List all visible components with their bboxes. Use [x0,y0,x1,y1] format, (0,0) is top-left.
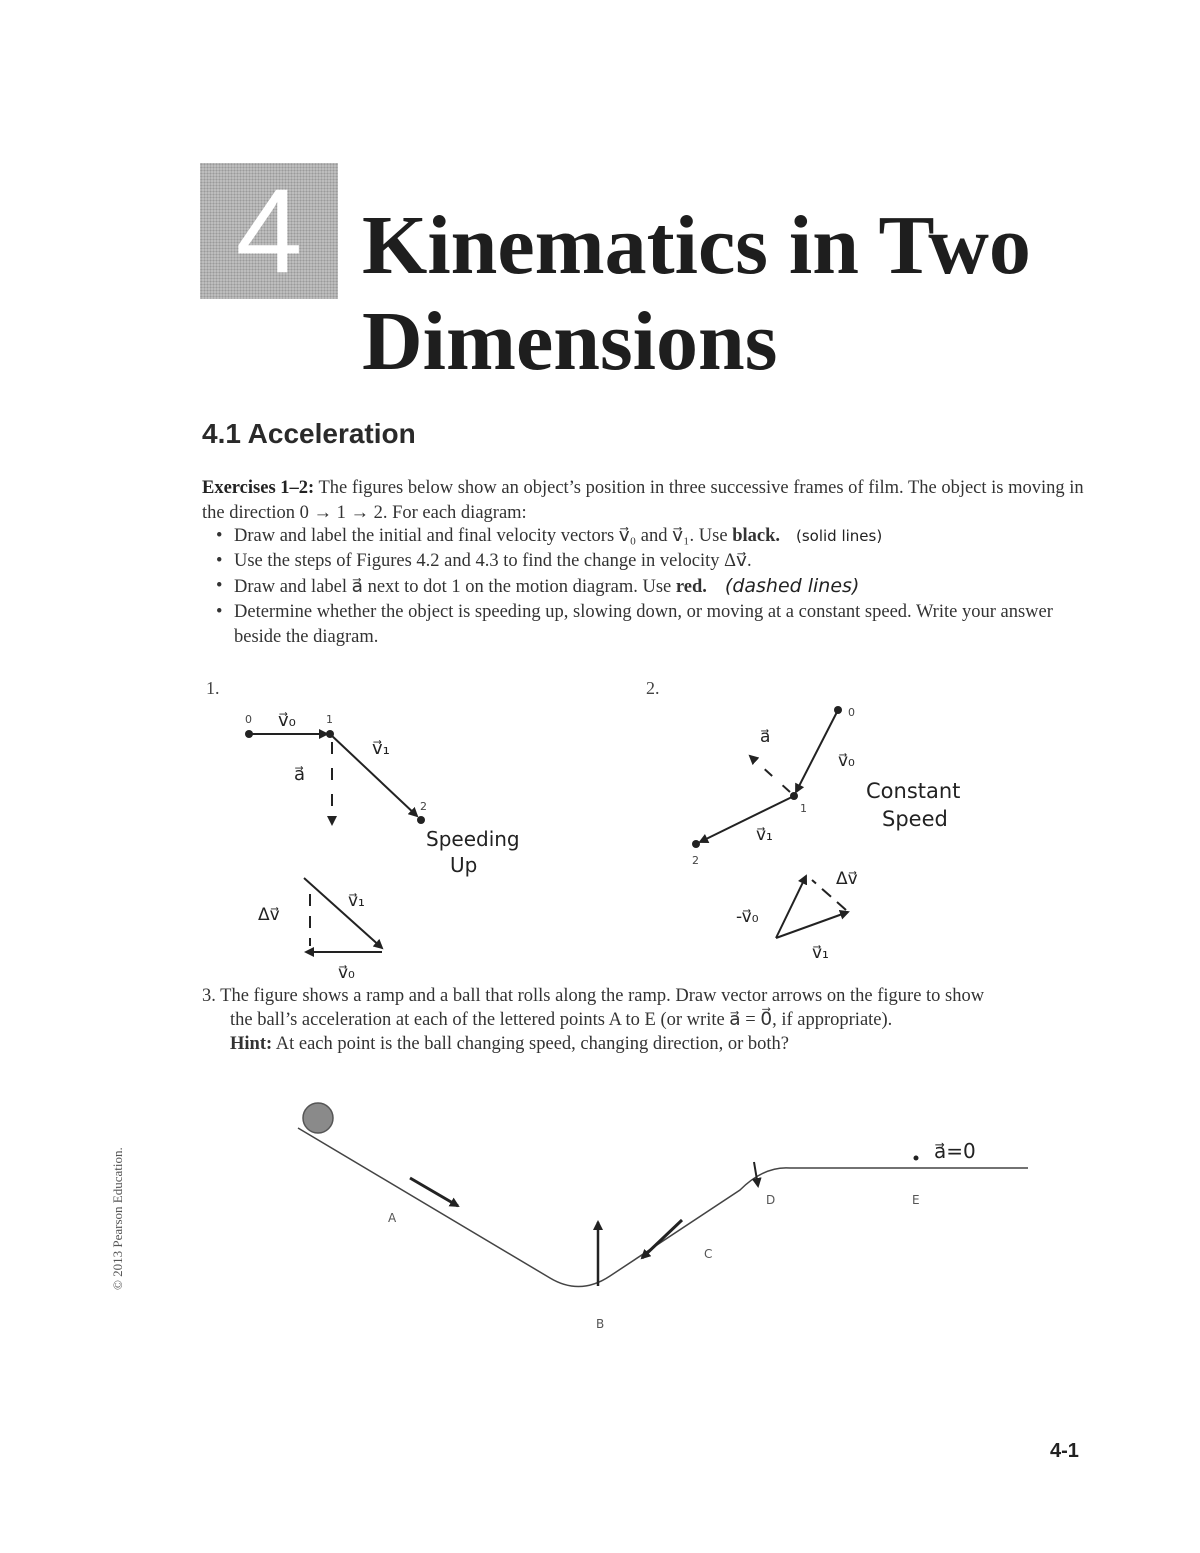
figure2-number: 2. [646,678,660,698]
figure1-dot-2-label: 2 [420,800,427,813]
figure2-v0-label: v⃗₀ [838,751,855,771]
figure1-answer-line2: Up [450,853,478,877]
figure2-dot-0-label: 0 [848,706,855,719]
chapter-title-line2: Dimensions [362,295,778,388]
exercise-intro [202,476,1092,526]
exercise3-text [202,984,1097,1056]
ramp-arrow-d [754,1162,758,1186]
exercise3-hint [202,1032,1097,1056]
ramp-label-e: E [912,1193,920,1207]
figure1-dv-label: Δv⃗ [258,905,280,925]
exercise3-line2: the ball’s acceleration at each of the lettered points A to E (or write a⃗ = 0⃗, if appropriate). [230,1010,893,1030]
figure2-dot-1-label: 1 [800,802,807,815]
figure1-dot-2 [417,816,425,824]
figure2-a-label: a⃗ [760,727,771,747]
page-number: 4-1 [1050,1440,1079,1462]
exercise3-hint-text: At each point is the ball changing speed, changing direction, or both? [272,1034,789,1054]
instruction-color: black. [732,526,780,546]
figure1-v1-label: v⃗₁ [372,738,390,759]
figure1-diagram [200,690,560,990]
figure1-v0-label: v⃗₀ [278,710,296,731]
chapter-title-line1: Kinematics in Two [362,199,1031,292]
chapter-title [362,198,1031,390]
figure2-dot-2 [692,840,700,848]
figure1-triangle-v0-label: v⃗₀ [338,963,355,983]
instruction-text: Draw and label the initial and final velocity vectors v⃗₀ and v⃗₁. Use [234,526,733,546]
figure1-a-label: a⃗ [294,764,306,785]
ramp-e-answer: a⃗=0 [934,1139,976,1163]
instruction-text: Determine whether the object is speeding up, slowing down, or moving at a constant speed. Write your answer beside the diagram. [234,602,1053,647]
figure2-diagram [660,690,1000,980]
ramp-point-e-dot [914,1156,919,1161]
figure1-answer-line1: Speeding [426,827,520,851]
instruction-list [216,524,1096,650]
ramp-label-c: C [704,1247,713,1261]
figure2-v0-arrow [796,710,838,792]
figure2-neg-v0-label: -v⃗₀ [736,907,759,927]
instruction-text: Use the steps of Figures 4.2 and 4.3 to find the change in velocity Δv⃗. [234,551,752,571]
ramp-arrow-c [642,1220,682,1258]
exercise3-number: 3. [202,986,216,1006]
copyright: © 2013 Pearson Education. [110,1147,125,1290]
ramp-diagram [280,1090,1040,1340]
instruction-text: Draw and label a⃗ next to dot 1 on the motion diagram. Use [234,577,676,597]
exercise-intro-label: Exercises 1–2: [202,478,315,498]
figure2-v1-arrow [700,796,794,842]
figure1-number: 1. [206,678,220,698]
instruction-color: red. [675,577,707,597]
figure2-v1-label: v⃗₁ [756,825,773,845]
figure2-triangle-v1-label: v⃗₁ [812,943,829,963]
figure2-acceleration-arrow [750,756,790,792]
figure1-dot-1-label: 1 [326,713,333,726]
section-title: 4.1 Acceleration [202,418,416,449]
instruction-item [216,549,1096,574]
ramp-label-a: A [388,1211,397,1225]
ramp-track [298,1128,1028,1287]
ramp-arrow-a [410,1178,458,1206]
figure1-triangle-v1-label: v⃗₁ [348,891,365,911]
ramp-label-b: B [596,1317,605,1331]
figure2-answer-line2: Speed [882,807,948,831]
exercise-intro-text: The figures below show an object’s position in three successive frames of film. The object is moving in the direction 0 → 1 → 2. For each diagram: [202,478,1084,523]
chapter-number: 4 [235,164,303,298]
instruction-item [216,574,1096,600]
figure2-answer-line1: Constant [866,779,961,803]
figure1-triangle-v1 [304,878,382,948]
instruction-item [216,600,1096,650]
handwritten-note: (dashed lines) [724,575,860,597]
instruction-item [216,524,1096,549]
exercise3-line1: The figure shows a ramp and a ball that rolls along the ramp. Draw vector arrows on the figure to show [220,986,985,1006]
handwritten-note: (solid lines) [796,527,883,545]
ball [303,1103,333,1133]
figure2-dot-2-label: 2 [692,854,699,867]
figure1-dot-0-label: 0 [245,713,252,726]
ramp-label-d: D [766,1193,776,1207]
exercise3-hint-label: Hint: [230,1034,273,1054]
figure2-dv-label: Δv⃗ [836,869,858,889]
